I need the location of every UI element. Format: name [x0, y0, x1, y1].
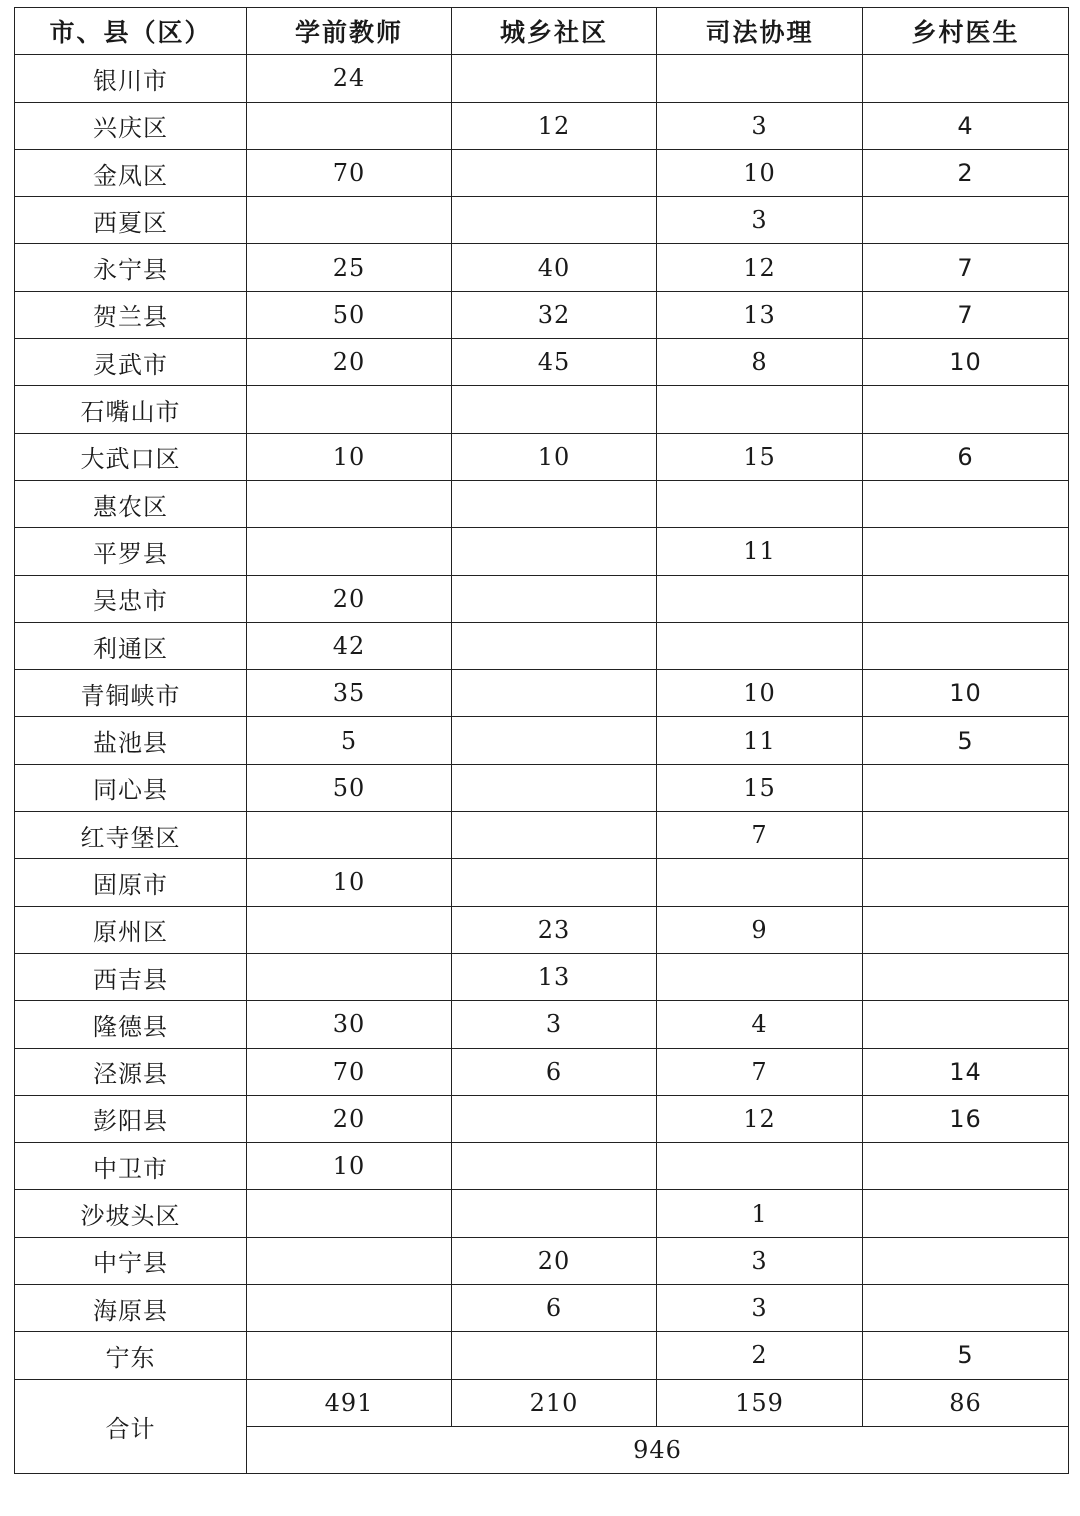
header-community: 城乡社区 — [452, 8, 657, 55]
region-name-cell: 固原市 — [15, 859, 247, 906]
total-row — [15, 1379, 1069, 1426]
judicial-assistant-cell — [657, 575, 863, 622]
region-name-cell: 利通区 — [15, 622, 247, 669]
community-cell — [452, 1332, 657, 1379]
community-cell: 20 — [452, 1237, 657, 1284]
community-cell — [452, 1143, 657, 1190]
total-judicial-assistant: 159 — [657, 1379, 863, 1426]
region-name-cell: 盐池县 — [15, 717, 247, 764]
region-name-cell: 永宁县 — [15, 244, 247, 291]
village-doctor-cell: 10 — [863, 670, 1069, 717]
village-doctor-cell: 7 — [863, 291, 1069, 338]
judicial-assistant-cell: 11 — [657, 717, 863, 764]
preschool-teacher-cell — [247, 528, 452, 575]
community-cell — [452, 717, 657, 764]
allocation-table — [14, 7, 1069, 1474]
preschool-teacher-cell: 24 — [247, 55, 452, 102]
village-doctor-cell: 2 — [863, 149, 1069, 196]
community-cell — [452, 149, 657, 196]
table-row — [15, 55, 1069, 102]
region-name-cell: 红寺堡区 — [15, 812, 247, 859]
community-cell: 23 — [452, 906, 657, 953]
preschool-teacher-cell: 20 — [247, 339, 452, 386]
judicial-assistant-cell: 7 — [657, 812, 863, 859]
judicial-assistant-cell: 10 — [657, 670, 863, 717]
table-row — [15, 197, 1069, 244]
community-cell: 12 — [452, 102, 657, 149]
region-name-cell: 灵武市 — [15, 339, 247, 386]
preschool-teacher-cell: 30 — [247, 1001, 452, 1048]
judicial-assistant-cell: 11 — [657, 528, 863, 575]
region-name-cell: 金凤区 — [15, 149, 247, 196]
region-name-cell: 青铜峡市 — [15, 670, 247, 717]
village-doctor-cell: 10 — [863, 339, 1069, 386]
table-row — [15, 1095, 1069, 1142]
header-village-doctor: 乡村医生 — [863, 8, 1069, 55]
judicial-assistant-cell: 4 — [657, 1001, 863, 1048]
region-name-cell: 隆德县 — [15, 1001, 247, 1048]
judicial-assistant-cell — [657, 55, 863, 102]
judicial-assistant-cell: 3 — [657, 1285, 863, 1332]
community-cell — [452, 1190, 657, 1237]
region-name-cell: 吴忠市 — [15, 575, 247, 622]
community-cell — [452, 575, 657, 622]
community-cell: 10 — [452, 433, 657, 480]
judicial-assistant-cell — [657, 386, 863, 433]
community-cell: 13 — [452, 953, 657, 1000]
community-cell — [452, 764, 657, 811]
table-row — [15, 1285, 1069, 1332]
total-label: 合计 — [15, 1379, 247, 1474]
table-row — [15, 433, 1069, 480]
preschool-teacher-cell: 20 — [247, 575, 452, 622]
community-cell — [452, 55, 657, 102]
table-row — [15, 906, 1069, 953]
judicial-assistant-cell: 10 — [657, 149, 863, 196]
judicial-assistant-cell: 9 — [657, 906, 863, 953]
village-doctor-cell — [863, 1285, 1069, 1332]
region-name-cell: 兴庆区 — [15, 102, 247, 149]
header-preschool-teacher: 学前教师 — [247, 8, 452, 55]
preschool-teacher-cell — [247, 102, 452, 149]
grand-total: 946 — [247, 1426, 1069, 1473]
total-village-doctor: 86 — [863, 1379, 1069, 1426]
preschool-teacher-cell — [247, 386, 452, 433]
preschool-teacher-cell: 25 — [247, 244, 452, 291]
judicial-assistant-cell: 12 — [657, 244, 863, 291]
region-name-cell: 宁东 — [15, 1332, 247, 1379]
preschool-teacher-cell — [247, 480, 452, 527]
village-doctor-cell — [863, 528, 1069, 575]
region-name-cell: 大武口区 — [15, 433, 247, 480]
village-doctor-cell — [863, 622, 1069, 669]
preschool-teacher-cell — [247, 812, 452, 859]
header-row — [15, 8, 1069, 55]
table-row — [15, 102, 1069, 149]
community-cell: 6 — [452, 1048, 657, 1095]
village-doctor-cell — [863, 1001, 1069, 1048]
judicial-assistant-cell: 12 — [657, 1095, 863, 1142]
preschool-teacher-cell: 70 — [247, 149, 452, 196]
table-row — [15, 1143, 1069, 1190]
table-row — [15, 1332, 1069, 1379]
region-name-cell: 平罗县 — [15, 528, 247, 575]
header-judicial-assistant: 司法协理 — [657, 8, 863, 55]
village-doctor-cell — [863, 1237, 1069, 1284]
preschool-teacher-cell: 20 — [247, 1095, 452, 1142]
judicial-assistant-cell — [657, 953, 863, 1000]
preschool-teacher-cell — [247, 1332, 452, 1379]
preschool-teacher-cell: 10 — [247, 1143, 452, 1190]
total-preschool-teacher: 491 — [247, 1379, 452, 1426]
table-row — [15, 244, 1069, 291]
region-name-cell: 海原县 — [15, 1285, 247, 1332]
community-cell — [452, 859, 657, 906]
village-doctor-cell — [863, 953, 1069, 1000]
judicial-assistant-cell: 3 — [657, 197, 863, 244]
preschool-teacher-cell: 35 — [247, 670, 452, 717]
table-row — [15, 575, 1069, 622]
community-cell — [452, 528, 657, 575]
community-cell — [452, 386, 657, 433]
table-row — [15, 622, 1069, 669]
judicial-assistant-cell: 15 — [657, 433, 863, 480]
community-cell — [452, 1095, 657, 1142]
table-body — [15, 55, 1069, 1379]
region-name-cell: 惠农区 — [15, 480, 247, 527]
table-row — [15, 1237, 1069, 1284]
village-doctor-cell — [863, 812, 1069, 859]
judicial-assistant-cell — [657, 859, 863, 906]
region-name-cell: 银川市 — [15, 55, 247, 102]
total-community: 210 — [452, 1379, 657, 1426]
preschool-teacher-cell: 50 — [247, 291, 452, 338]
region-name-cell: 中宁县 — [15, 1237, 247, 1284]
judicial-assistant-cell — [657, 480, 863, 527]
table-row — [15, 859, 1069, 906]
judicial-assistant-cell: 2 — [657, 1332, 863, 1379]
preschool-teacher-cell — [247, 197, 452, 244]
community-cell — [452, 480, 657, 527]
table-row — [15, 953, 1069, 1000]
preschool-teacher-cell — [247, 1237, 452, 1284]
village-doctor-cell — [863, 480, 1069, 527]
village-doctor-cell: 7 — [863, 244, 1069, 291]
region-name-cell: 原州区 — [15, 906, 247, 953]
community-cell: 45 — [452, 339, 657, 386]
village-doctor-cell — [863, 197, 1069, 244]
region-name-cell: 石嘴山市 — [15, 386, 247, 433]
region-name-cell: 西吉县 — [15, 953, 247, 1000]
region-name-cell: 贺兰县 — [15, 291, 247, 338]
village-doctor-cell — [863, 55, 1069, 102]
table-row — [15, 717, 1069, 764]
preschool-teacher-cell — [247, 953, 452, 1000]
preschool-teacher-cell: 70 — [247, 1048, 452, 1095]
table-row — [15, 764, 1069, 811]
judicial-assistant-cell: 7 — [657, 1048, 863, 1095]
village-doctor-cell — [863, 1143, 1069, 1190]
judicial-assistant-cell: 1 — [657, 1190, 863, 1237]
table-row — [15, 670, 1069, 717]
preschool-teacher-cell: 5 — [247, 717, 452, 764]
village-doctor-cell: 5 — [863, 1332, 1069, 1379]
preschool-teacher-cell: 10 — [247, 859, 452, 906]
table-row — [15, 149, 1069, 196]
region-name-cell: 西夏区 — [15, 197, 247, 244]
community-cell: 40 — [452, 244, 657, 291]
preschool-teacher-cell: 50 — [247, 764, 452, 811]
village-doctor-cell — [863, 859, 1069, 906]
table-row — [15, 339, 1069, 386]
table-row — [15, 1001, 1069, 1048]
table-row — [15, 1048, 1069, 1095]
region-name-cell: 彭阳县 — [15, 1095, 247, 1142]
judicial-assistant-cell: 13 — [657, 291, 863, 338]
judicial-assistant-cell: 15 — [657, 764, 863, 811]
community-cell — [452, 197, 657, 244]
village-doctor-cell — [863, 906, 1069, 953]
village-doctor-cell: 4 — [863, 102, 1069, 149]
village-doctor-cell — [863, 764, 1069, 811]
community-cell: 32 — [452, 291, 657, 338]
village-doctor-cell — [863, 1190, 1069, 1237]
header-region: 市、县（区） — [15, 8, 247, 55]
table-row — [15, 528, 1069, 575]
table-row — [15, 1190, 1069, 1237]
preschool-teacher-cell — [247, 906, 452, 953]
region-name-cell: 泾源县 — [15, 1048, 247, 1095]
region-name-cell: 同心县 — [15, 764, 247, 811]
judicial-assistant-cell: 3 — [657, 1237, 863, 1284]
community-cell — [452, 622, 657, 669]
village-doctor-cell: 14 — [863, 1048, 1069, 1095]
judicial-assistant-cell — [657, 1143, 863, 1190]
village-doctor-cell: 16 — [863, 1095, 1069, 1142]
village-doctor-cell: 5 — [863, 717, 1069, 764]
community-cell: 3 — [452, 1001, 657, 1048]
village-doctor-cell — [863, 575, 1069, 622]
preschool-teacher-cell: 10 — [247, 433, 452, 480]
table-row — [15, 386, 1069, 433]
region-name-cell: 中卫市 — [15, 1143, 247, 1190]
community-cell: 6 — [452, 1285, 657, 1332]
village-doctor-cell — [863, 386, 1069, 433]
preschool-teacher-cell — [247, 1285, 452, 1332]
village-doctor-cell: 6 — [863, 433, 1069, 480]
judicial-assistant-cell: 8 — [657, 339, 863, 386]
judicial-assistant-cell — [657, 622, 863, 669]
table-row — [15, 480, 1069, 527]
region-name-cell: 沙坡头区 — [15, 1190, 247, 1237]
table-row — [15, 812, 1069, 859]
community-cell — [452, 812, 657, 859]
preschool-teacher-cell: 42 — [247, 622, 452, 669]
judicial-assistant-cell: 3 — [657, 102, 863, 149]
community-cell — [452, 670, 657, 717]
preschool-teacher-cell — [247, 1190, 452, 1237]
table-row — [15, 291, 1069, 338]
